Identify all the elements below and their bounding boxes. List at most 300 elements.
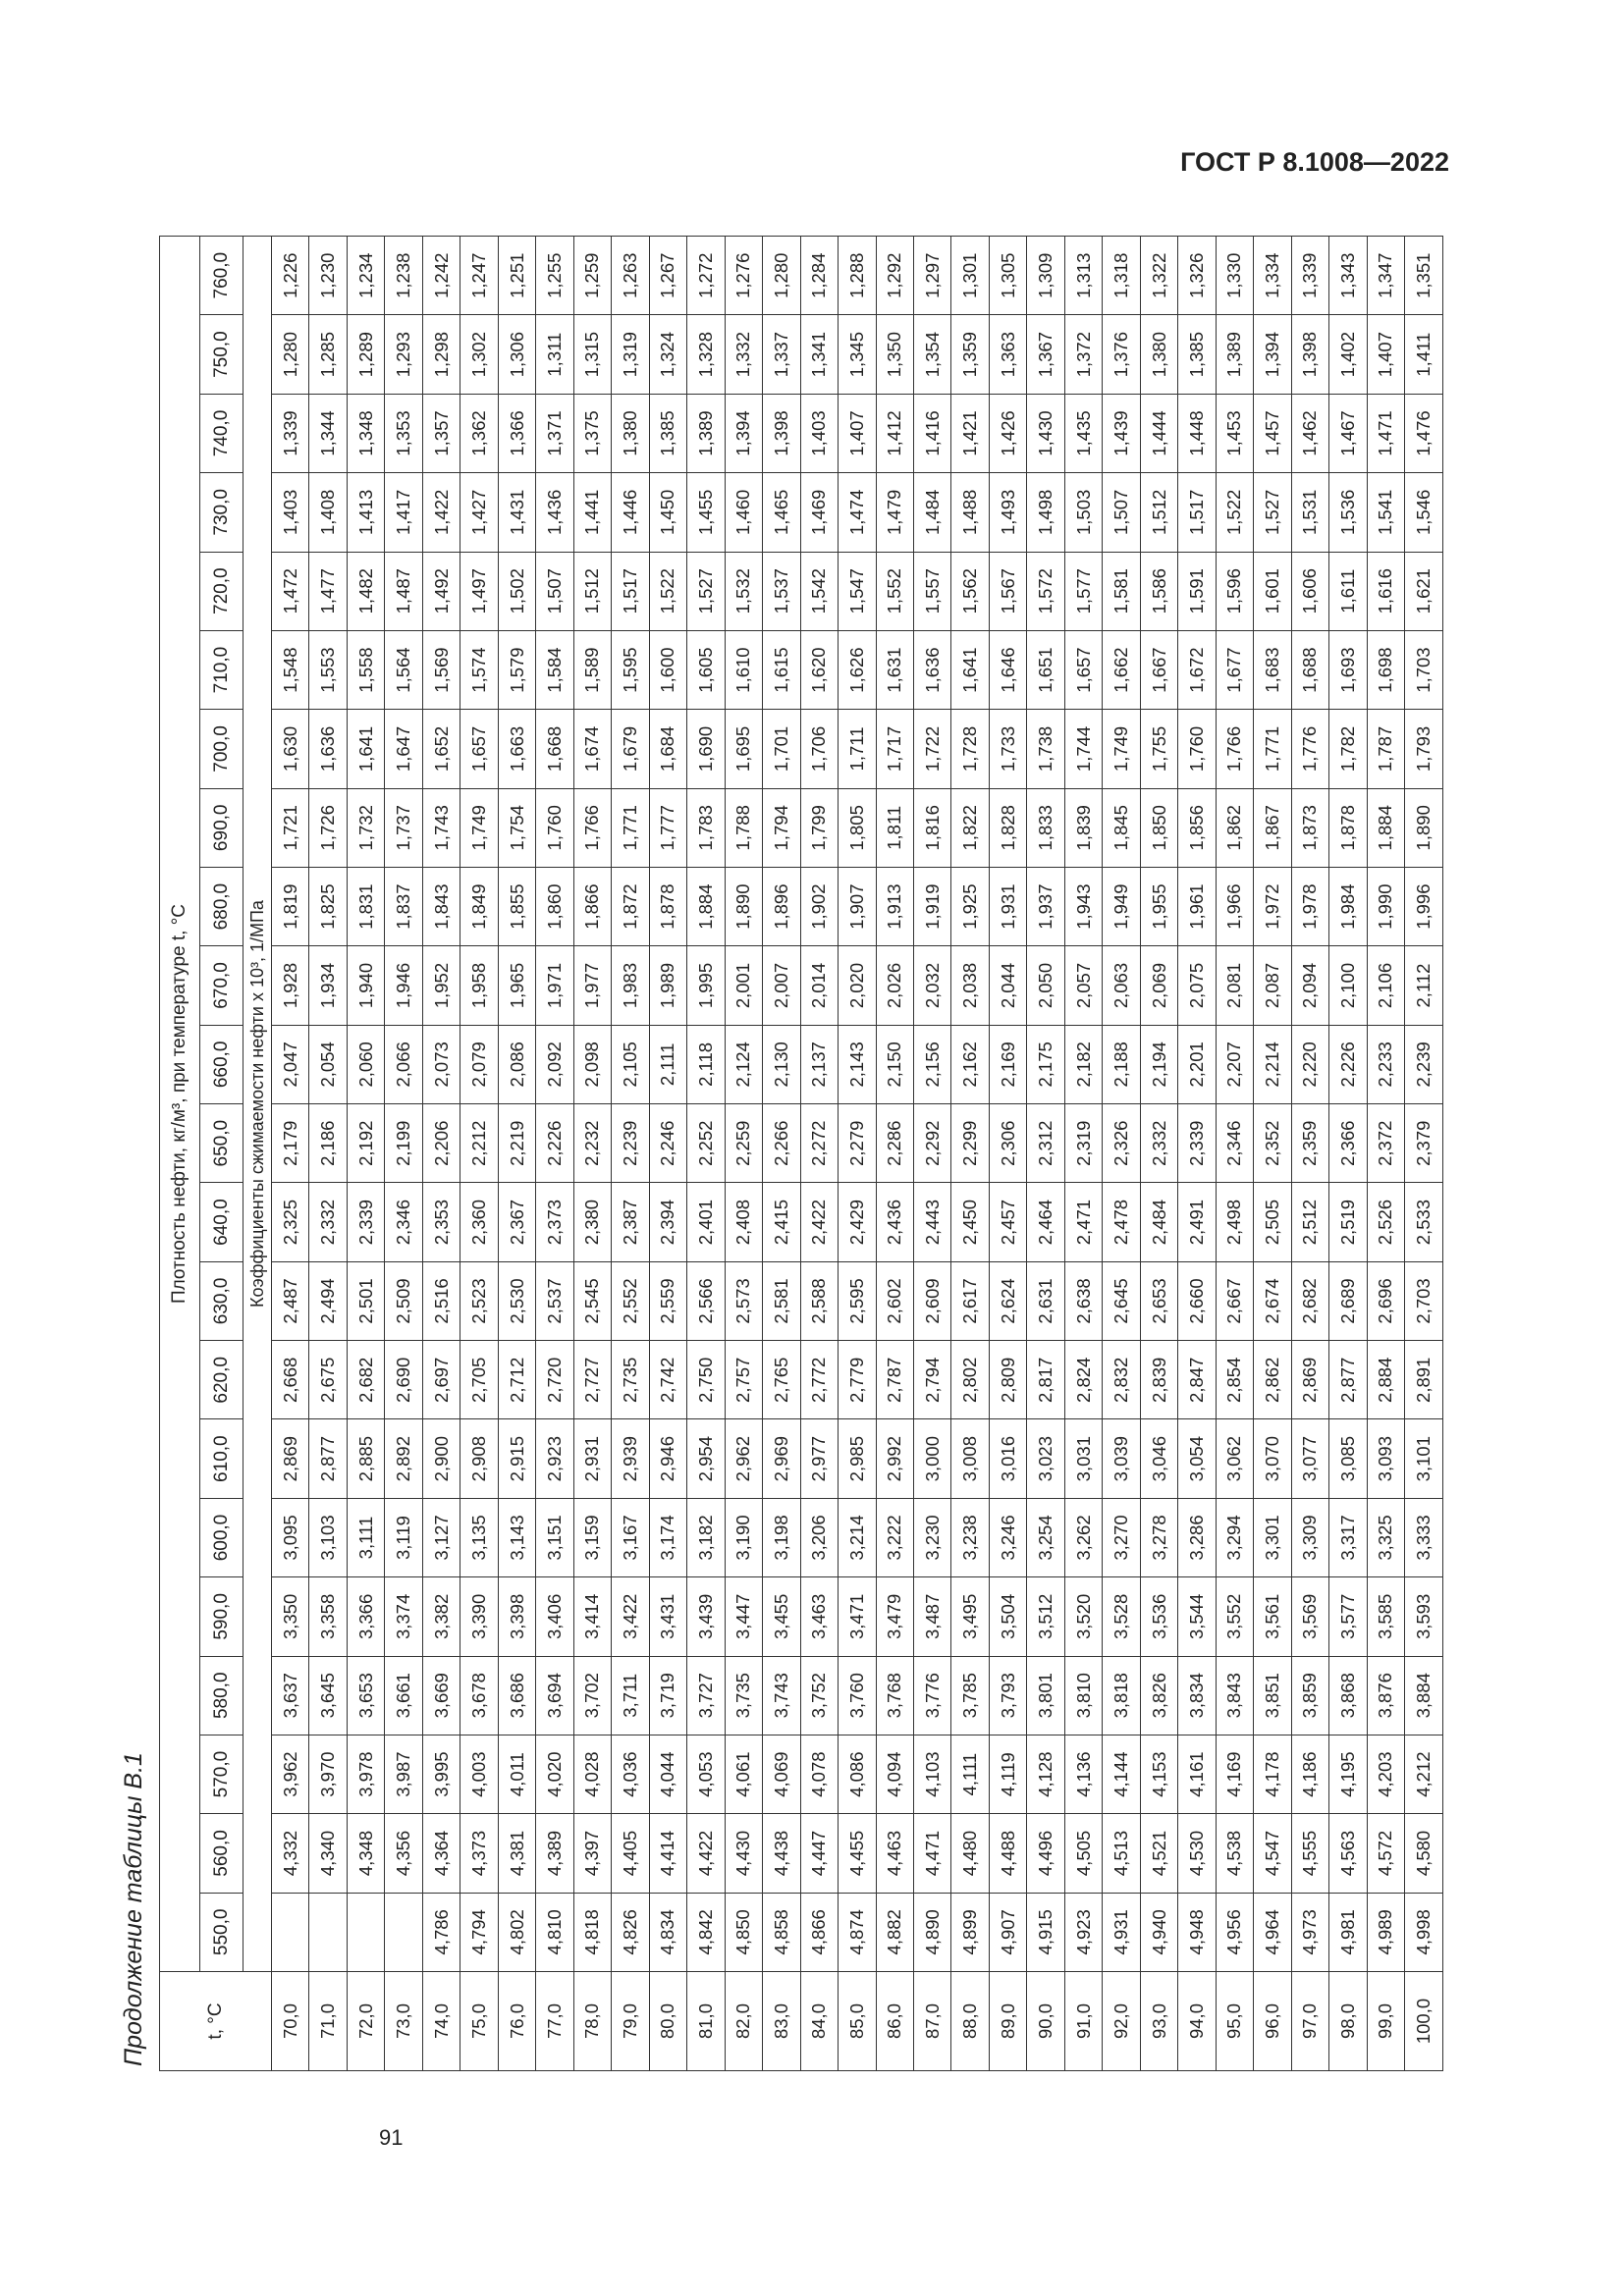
table-row [1064, 237, 1102, 2071]
coefficient-cell: 3,135 [460, 1498, 498, 1576]
coefficient-cell: 1,318 [1103, 237, 1140, 315]
coefficient-cell: 3,151 [536, 1498, 573, 1576]
coefficient-cell: 2,720 [536, 1341, 573, 1419]
coefficient-cell: 2,239 [612, 1104, 649, 1183]
coefficient-cell: 4,011 [498, 1735, 535, 1813]
coefficient-cell: 3,127 [422, 1498, 460, 1576]
coefficient-cell: 1,860 [536, 867, 573, 945]
coefficient-cell: 3,760 [839, 1656, 876, 1735]
table-row [839, 237, 876, 2071]
density-header-cell: 550,0 [200, 1893, 244, 1971]
coefficient-cell: 3,962 [272, 1735, 309, 1813]
coefficient-cell: 3,686 [498, 1656, 535, 1735]
coefficient-cell: 1,793 [1405, 710, 1443, 788]
temperature-cell: 91,0 [1064, 1972, 1102, 2071]
coefficient-cell: 3,743 [763, 1656, 800, 1735]
coefficient-cell: 2,491 [1178, 1183, 1216, 1261]
coefficient-cell: 1,636 [309, 710, 347, 788]
coefficient-cell: 2,617 [951, 1261, 989, 1340]
coefficient-cell: 2,246 [649, 1104, 686, 1183]
coefficient-cell: 2,877 [309, 1419, 347, 1498]
coefficient-cell: 4,931 [1103, 1893, 1140, 1971]
coefficient-cell: 1,615 [763, 630, 800, 709]
coefficient-cell: 1,839 [1064, 788, 1102, 867]
coefficient-cell: 3,645 [309, 1656, 347, 1735]
coefficient-cell: 3,190 [725, 1498, 762, 1576]
temperature-cell: 78,0 [573, 1972, 611, 2071]
coefficient-cell: 1,966 [1216, 867, 1253, 945]
coefficient-cell: 3,230 [913, 1498, 950, 1576]
coefficient-cell: 2,220 [1291, 1025, 1328, 1103]
coefficient-cell: 1,417 [385, 473, 422, 552]
coefficient-cell: 2,325 [272, 1183, 309, 1261]
coefficient-cell: 3,238 [951, 1498, 989, 1576]
coefficient-cell: 2,112 [1405, 946, 1443, 1025]
coefficient-cell: 3,995 [422, 1735, 460, 1813]
coefficient-cell: 2,530 [498, 1261, 535, 1340]
coefficient-cell: 1,610 [725, 630, 762, 709]
temperature-cell: 82,0 [725, 1972, 762, 2071]
coefficient-cell: 2,832 [1103, 1341, 1140, 1419]
coefficient-cell: 1,306 [498, 315, 535, 394]
density-header-cell: 620,0 [200, 1341, 244, 1419]
coefficient-cell: 2,332 [1140, 1104, 1177, 1183]
coefficient-cell: 3,487 [913, 1577, 950, 1656]
coefficient-cell: 1,690 [687, 710, 725, 788]
coefficient-cell: 1,407 [839, 394, 876, 472]
table-row [1329, 237, 1367, 2071]
coefficient-cell: 1,849 [460, 867, 498, 945]
coefficient-cell: 3,254 [1027, 1498, 1064, 1576]
coefficient-cell: 3,776 [913, 1656, 950, 1735]
coefficient-cell: 1,611 [1329, 552, 1367, 630]
coefficient-cell: 1,693 [1329, 630, 1367, 709]
coefficient-cell: 4,169 [1216, 1735, 1253, 1813]
coefficient-cell: 2,779 [839, 1341, 876, 1419]
coefficient-cell: 1,862 [1216, 788, 1253, 867]
coefficient-cell: 2,359 [1291, 1104, 1328, 1183]
coefficient-cell: 4,505 [1064, 1814, 1102, 1893]
coefficient-cell: 2,498 [1216, 1183, 1253, 1261]
coefficient-cell: 4,332 [272, 1814, 309, 1893]
coefficient-cell: 1,328 [687, 315, 725, 394]
coefficient-cell: 2,660 [1178, 1261, 1216, 1340]
coefficient-cell: 3,294 [1216, 1498, 1253, 1576]
coefficient-cell: 2,199 [385, 1104, 422, 1183]
coefficient-cell: 1,448 [1178, 394, 1216, 472]
coefficient-cell: 2,179 [272, 1104, 309, 1183]
coefficient-cell: 1,782 [1329, 710, 1367, 788]
coefficient-cell: 1,662 [1103, 630, 1140, 709]
coefficient-cell: 4,094 [876, 1735, 913, 1813]
coefficient-cell: 2,401 [687, 1183, 725, 1261]
coefficient-cell: 4,044 [649, 1735, 686, 1813]
coefficient-cell: 2,352 [1254, 1104, 1291, 1183]
coefficient-cell: 1,595 [612, 630, 649, 709]
coefficient-cell: 1,771 [1254, 710, 1291, 788]
coefficient-cell: 2,339 [347, 1183, 384, 1261]
coefficient-cell: 3,528 [1103, 1577, 1140, 1656]
coefficient-cell: 1,503 [1064, 473, 1102, 552]
coefficient-cell: 1,522 [649, 552, 686, 630]
coefficient-cell: 1,683 [1254, 630, 1291, 709]
coefficient-cell: 3,768 [876, 1656, 913, 1735]
coefficient-cell: 2,908 [460, 1419, 498, 1498]
coefficient-cell: 1,311 [536, 315, 573, 394]
coefficient-cell: 1,330 [1216, 237, 1253, 315]
coefficient-cell: 1,989 [649, 946, 686, 1025]
coefficient-cell: 2,457 [989, 1183, 1026, 1261]
coefficient-cell: 1,896 [763, 867, 800, 945]
coefficient-cell: 1,350 [876, 315, 913, 394]
coefficient-cell: 2,526 [1367, 1183, 1404, 1261]
coefficient-cell: 3,016 [989, 1419, 1026, 1498]
coefficient-cell: 1,596 [1216, 552, 1253, 630]
coefficient-cell: 2,471 [1064, 1183, 1102, 1261]
coefficient-cell [347, 1893, 384, 1971]
coefficient-cell: 2,487 [272, 1261, 309, 1340]
coefficient-cell: 2,552 [612, 1261, 649, 1340]
coefficient-cell: 1,450 [649, 473, 686, 552]
coefficient-cell: 1,711 [839, 710, 876, 788]
coefficient-cell: 1,771 [612, 788, 649, 867]
coefficient-cell: 1,726 [309, 788, 347, 867]
coefficient-cell: 3,246 [989, 1498, 1026, 1576]
coefficient-cell: 1,482 [347, 552, 384, 630]
density-header-cell: 740,0 [200, 394, 244, 472]
coefficient-cell: 1,479 [876, 473, 913, 552]
coefficient-cell: 1,226 [272, 237, 309, 315]
table-row [309, 237, 347, 2071]
table-row [1254, 237, 1291, 2071]
coefficient-cell: 2,501 [347, 1261, 384, 1340]
coefficient-cell: 3,358 [309, 1577, 347, 1656]
coefficient-cell: 1,766 [573, 788, 611, 867]
coefficient-cell: 3,843 [1216, 1656, 1253, 1735]
temperature-cell: 77,0 [536, 1972, 573, 2071]
coefficient-cell: 1,867 [1254, 788, 1291, 867]
coefficient-cell: 1,467 [1329, 394, 1367, 472]
table-row [1140, 237, 1177, 2071]
coefficient-cell: 2,044 [989, 946, 1026, 1025]
coefficient-cell: 2,869 [1291, 1341, 1328, 1419]
table-row [989, 237, 1026, 2071]
coefficient-cell: 1,242 [422, 237, 460, 315]
coefficient-cell: 1,366 [498, 394, 535, 472]
temperature-cell: 71,0 [309, 1972, 347, 2071]
coefficient-cell: 3,978 [347, 1735, 384, 1813]
coefficient-cell: 1,925 [951, 867, 989, 945]
coefficient-cell: 1,931 [989, 867, 1026, 945]
coefficient-cell: 4,373 [460, 1814, 498, 1893]
coefficient-cell: 1,403 [272, 473, 309, 552]
coefficient-cell: 3,793 [989, 1656, 1026, 1735]
coefficient-cell: 2,137 [800, 1025, 838, 1103]
coefficient-cell: 3,801 [1027, 1656, 1064, 1735]
temperature-cell: 76,0 [498, 1972, 535, 2071]
table-row [422, 237, 460, 2071]
coefficient-cell: 1,339 [1291, 237, 1328, 315]
coefficient-cell: 4,389 [536, 1814, 573, 1893]
coefficient-cell: 3,046 [1140, 1419, 1177, 1498]
density-header-cell: 610,0 [200, 1419, 244, 1498]
coefficient-cell: 3,031 [1064, 1419, 1102, 1498]
coefficient-cell: 4,858 [763, 1893, 800, 1971]
coefficient-cell: 2,192 [347, 1104, 384, 1183]
coefficient-cell: 1,572 [1027, 552, 1064, 630]
coefficient-cell: 3,382 [422, 1577, 460, 1656]
coefficient-cell: 1,589 [573, 630, 611, 709]
coefficient-cell: 1,372 [1064, 315, 1102, 394]
coefficient-cell: 3,512 [1027, 1577, 1064, 1656]
coefficient-cell: 3,735 [725, 1656, 762, 1735]
coefficient-cell: 1,749 [460, 788, 498, 867]
coefficient-cell: 4,119 [989, 1735, 1026, 1813]
coefficient-cell: 1,990 [1367, 867, 1404, 945]
coefficient-cell: 1,455 [687, 473, 725, 552]
coefficient-cell: 2,150 [876, 1025, 913, 1103]
coefficient-cell: 2,060 [347, 1025, 384, 1103]
coefficient-cell: 2,545 [573, 1261, 611, 1340]
temperature-cell: 90,0 [1027, 1972, 1064, 2071]
coefficient-cell: 2,169 [989, 1025, 1026, 1103]
temperature-cell: 79,0 [612, 1972, 649, 2071]
coefficient-cell: 2,206 [422, 1104, 460, 1183]
coefficient-cell: 2,353 [422, 1183, 460, 1261]
coefficient-cell: 2,212 [460, 1104, 498, 1183]
coefficient-cell: 1,416 [913, 394, 950, 472]
coefficient-cell: 4,973 [1291, 1893, 1328, 1971]
coefficient-cell: 1,722 [913, 710, 950, 788]
coefficient-cell: 4,348 [347, 1814, 384, 1893]
coefficient-cell: 1,651 [1027, 630, 1064, 709]
coefficient-cell: 1,398 [763, 394, 800, 472]
coefficient-cell: 2,182 [1064, 1025, 1102, 1103]
coefficient-cell: 1,498 [1027, 473, 1064, 552]
density-header-cell: 700,0 [200, 710, 244, 788]
table-row [272, 237, 309, 2071]
coefficient-cell: 3,826 [1140, 1656, 1177, 1735]
coefficient-cell: 2,038 [951, 946, 989, 1025]
coefficients-header: Коэффициенты сжимаемости нефти х 10³, 1/МПа [244, 237, 272, 1972]
coefficient-cell: 1,601 [1254, 552, 1291, 630]
coefficient-cell: 3,818 [1103, 1656, 1140, 1735]
coefficient-cell: 2,286 [876, 1104, 913, 1183]
coefficient-cell: 1,668 [536, 710, 573, 788]
coefficient-cell: 1,357 [422, 394, 460, 472]
coefficient-cell: 2,516 [422, 1261, 460, 1340]
coefficient-cell: 4,907 [989, 1893, 1026, 1971]
coefficient-cell: 1,288 [839, 237, 876, 315]
coefficient-cell: 2,339 [1178, 1104, 1216, 1183]
coefficient-cell: 4,364 [422, 1814, 460, 1893]
density-header-cell: 650,0 [200, 1104, 244, 1183]
coefficient-cell: 3,000 [913, 1419, 950, 1498]
coefficient-cell: 3,637 [272, 1656, 309, 1735]
coefficient-cell: 1,972 [1254, 867, 1291, 945]
coefficient-cell: 1,620 [800, 630, 838, 709]
coefficient-cell: 2,232 [573, 1104, 611, 1183]
coefficient-cell: 1,913 [876, 867, 913, 945]
coefficient-cell: 1,422 [422, 473, 460, 552]
coefficient-cell: 2,050 [1027, 946, 1064, 1025]
coefficient-cell: 1,411 [1405, 315, 1443, 394]
coefficient-cell: 1,984 [1329, 867, 1367, 945]
coefficient-cell: 1,427 [460, 473, 498, 552]
coefficient-cell: 1,332 [725, 315, 762, 394]
temperature-cell: 86,0 [876, 1972, 913, 2071]
coefficient-cell: 3,561 [1254, 1577, 1291, 1656]
coefficient-cell: 3,262 [1064, 1498, 1102, 1576]
coefficient-cell: 1,934 [309, 946, 347, 1025]
coefficient-cell: 2,653 [1140, 1261, 1177, 1340]
density-header-cell: 760,0 [200, 237, 244, 315]
coefficient-cell: 1,385 [649, 394, 686, 472]
coefficient-cell: 1,276 [725, 237, 762, 315]
temperature-cell: 88,0 [951, 1972, 989, 2071]
coefficient-cell: 3,544 [1178, 1577, 1216, 1656]
coefficient-cell: 4,136 [1064, 1735, 1102, 1813]
coefficient-cell: 1,413 [347, 473, 384, 552]
coefficient-cell: 1,348 [347, 394, 384, 472]
coefficient-cell: 1,567 [989, 552, 1026, 630]
coefficient-cell: 4,555 [1291, 1814, 1328, 1893]
coefficient-cell: 3,198 [763, 1498, 800, 1576]
coefficient-cell: 3,504 [989, 1577, 1026, 1656]
temperature-cell: 87,0 [913, 1972, 950, 2071]
coefficient-cell: 2,885 [347, 1419, 384, 1498]
coefficient-cell: 2,484 [1140, 1183, 1177, 1261]
coefficient-cell: 3,661 [385, 1656, 422, 1735]
coefficient-cell: 3,851 [1254, 1656, 1291, 1735]
coefficient-cell: 2,602 [876, 1261, 913, 1340]
coefficient-cell: 1,285 [309, 315, 347, 394]
coefficient-cell: 1,247 [460, 237, 498, 315]
coefficient-cell: 1,426 [989, 394, 1026, 472]
coefficient-cell: 1,636 [913, 630, 950, 709]
coefficient-cell: 2,252 [687, 1104, 725, 1183]
coefficient-cell: 2,727 [573, 1341, 611, 1419]
coefficient-cell: 1,471 [1367, 394, 1404, 472]
coefficient-cell: 1,579 [498, 630, 535, 709]
density-header-cell: 680,0 [200, 867, 244, 945]
coefficient-cell: 3,008 [951, 1419, 989, 1498]
coefficient-cell: 1,293 [385, 315, 422, 394]
coefficient-cell: 2,757 [725, 1341, 762, 1419]
coefficient-cell: 2,020 [839, 946, 876, 1025]
table-row [1367, 237, 1404, 2071]
coefficient-cell: 3,222 [876, 1498, 913, 1576]
coefficient-cell: 3,270 [1103, 1498, 1140, 1576]
temperature-column-header: t, °C [160, 1972, 272, 2071]
density-header-cell: 750,0 [200, 315, 244, 394]
coefficient-cell: 2,259 [725, 1104, 762, 1183]
coefficient-cell: 3,752 [800, 1656, 838, 1735]
coefficient-cell: 1,983 [612, 946, 649, 1025]
coefficient-cell: 1,541 [1367, 473, 1404, 552]
coefficient-cell: 3,182 [687, 1498, 725, 1576]
coefficient-cell: 2,645 [1103, 1261, 1140, 1340]
coefficient-cell: 1,297 [913, 237, 950, 315]
coefficient-cell: 1,507 [1103, 473, 1140, 552]
coefficient-cell: 1,474 [839, 473, 876, 552]
coefficient-cell: 3,520 [1064, 1577, 1102, 1656]
coefficient-cell: 2,609 [913, 1261, 950, 1340]
coefficient-cell: 2,408 [725, 1183, 762, 1261]
document-code: ГОСТ Р 8.1008—2022 [1180, 147, 1449, 177]
coefficient-cell: 1,446 [612, 473, 649, 552]
coefficient-cell: 1,584 [536, 630, 573, 709]
coefficient-cell: 4,463 [876, 1814, 913, 1893]
coefficient-cell: 1,961 [1178, 867, 1216, 945]
coefficient-cell: 4,061 [725, 1735, 762, 1813]
table-row [1291, 237, 1328, 2071]
coefficient-cell: 1,674 [573, 710, 611, 788]
coefficient-cell: 1,831 [347, 867, 384, 945]
coefficient-cell: 1,315 [573, 315, 611, 394]
coefficient-cell: 1,996 [1405, 867, 1443, 945]
coefficient-cell: 3,374 [385, 1577, 422, 1656]
coefficient-cell: 1,749 [1103, 710, 1140, 788]
temperature-cell: 97,0 [1291, 1972, 1328, 2071]
coefficient-cell: 2,332 [309, 1183, 347, 1261]
coefficient-cell: 1,833 [1027, 788, 1064, 867]
coefficient-cell: 1,822 [951, 788, 989, 867]
coefficient-cell: 3,702 [573, 1656, 611, 1735]
coefficient-cell: 1,878 [649, 867, 686, 945]
coefficient-cell: 2,697 [422, 1341, 460, 1419]
coefficient-cell: 1,517 [612, 552, 649, 630]
coefficient-cell: 2,387 [612, 1183, 649, 1261]
coefficient-cell: 3,422 [612, 1577, 649, 1656]
coefficient-cell: 1,465 [763, 473, 800, 552]
coefficient-cell: 1,977 [573, 946, 611, 1025]
coefficient-cell: 2,900 [422, 1419, 460, 1498]
coefficient-cell: 2,422 [800, 1183, 838, 1261]
coefficient-cell: 2,047 [272, 1025, 309, 1103]
coefficient-cell: 1,557 [913, 552, 950, 630]
coefficient-cell: 1,542 [800, 552, 838, 630]
table-row [1405, 237, 1443, 2071]
coefficient-cell: 1,586 [1140, 552, 1177, 630]
coefficient-cell: 1,965 [498, 946, 535, 1025]
coefficient-cell: 4,438 [763, 1814, 800, 1893]
coefficient-cell: 4,471 [913, 1814, 950, 1893]
coefficient-cell: 1,630 [272, 710, 309, 788]
table-row [385, 237, 422, 2071]
table-row [612, 237, 649, 2071]
coefficient-cell: 1,706 [800, 710, 838, 788]
coefficient-cell: 4,580 [1405, 1814, 1443, 1893]
coefficient-cell: 2,624 [989, 1261, 1026, 1340]
table-row [687, 237, 725, 2071]
table-row [573, 237, 611, 2071]
coefficient-cell: 2,877 [1329, 1341, 1367, 1419]
coefficient-cell: 1,794 [763, 788, 800, 867]
coefficient-cell: 4,866 [800, 1893, 838, 1971]
coefficient-cell: 1,280 [272, 315, 309, 394]
coefficient-cell: 2,063 [1103, 946, 1140, 1025]
temperature-cell: 74,0 [422, 1972, 460, 2071]
coefficient-cell: 2,750 [687, 1341, 725, 1419]
coefficient-cell: 2,559 [649, 1261, 686, 1340]
coefficient-cell: 4,195 [1329, 1735, 1367, 1813]
coefficient-cell: 1,407 [1367, 315, 1404, 394]
coefficient-cell: 1,547 [839, 552, 876, 630]
table-row [649, 237, 686, 2071]
coefficient-cell: 1,344 [309, 394, 347, 472]
coefficient-cell: 2,266 [763, 1104, 800, 1183]
